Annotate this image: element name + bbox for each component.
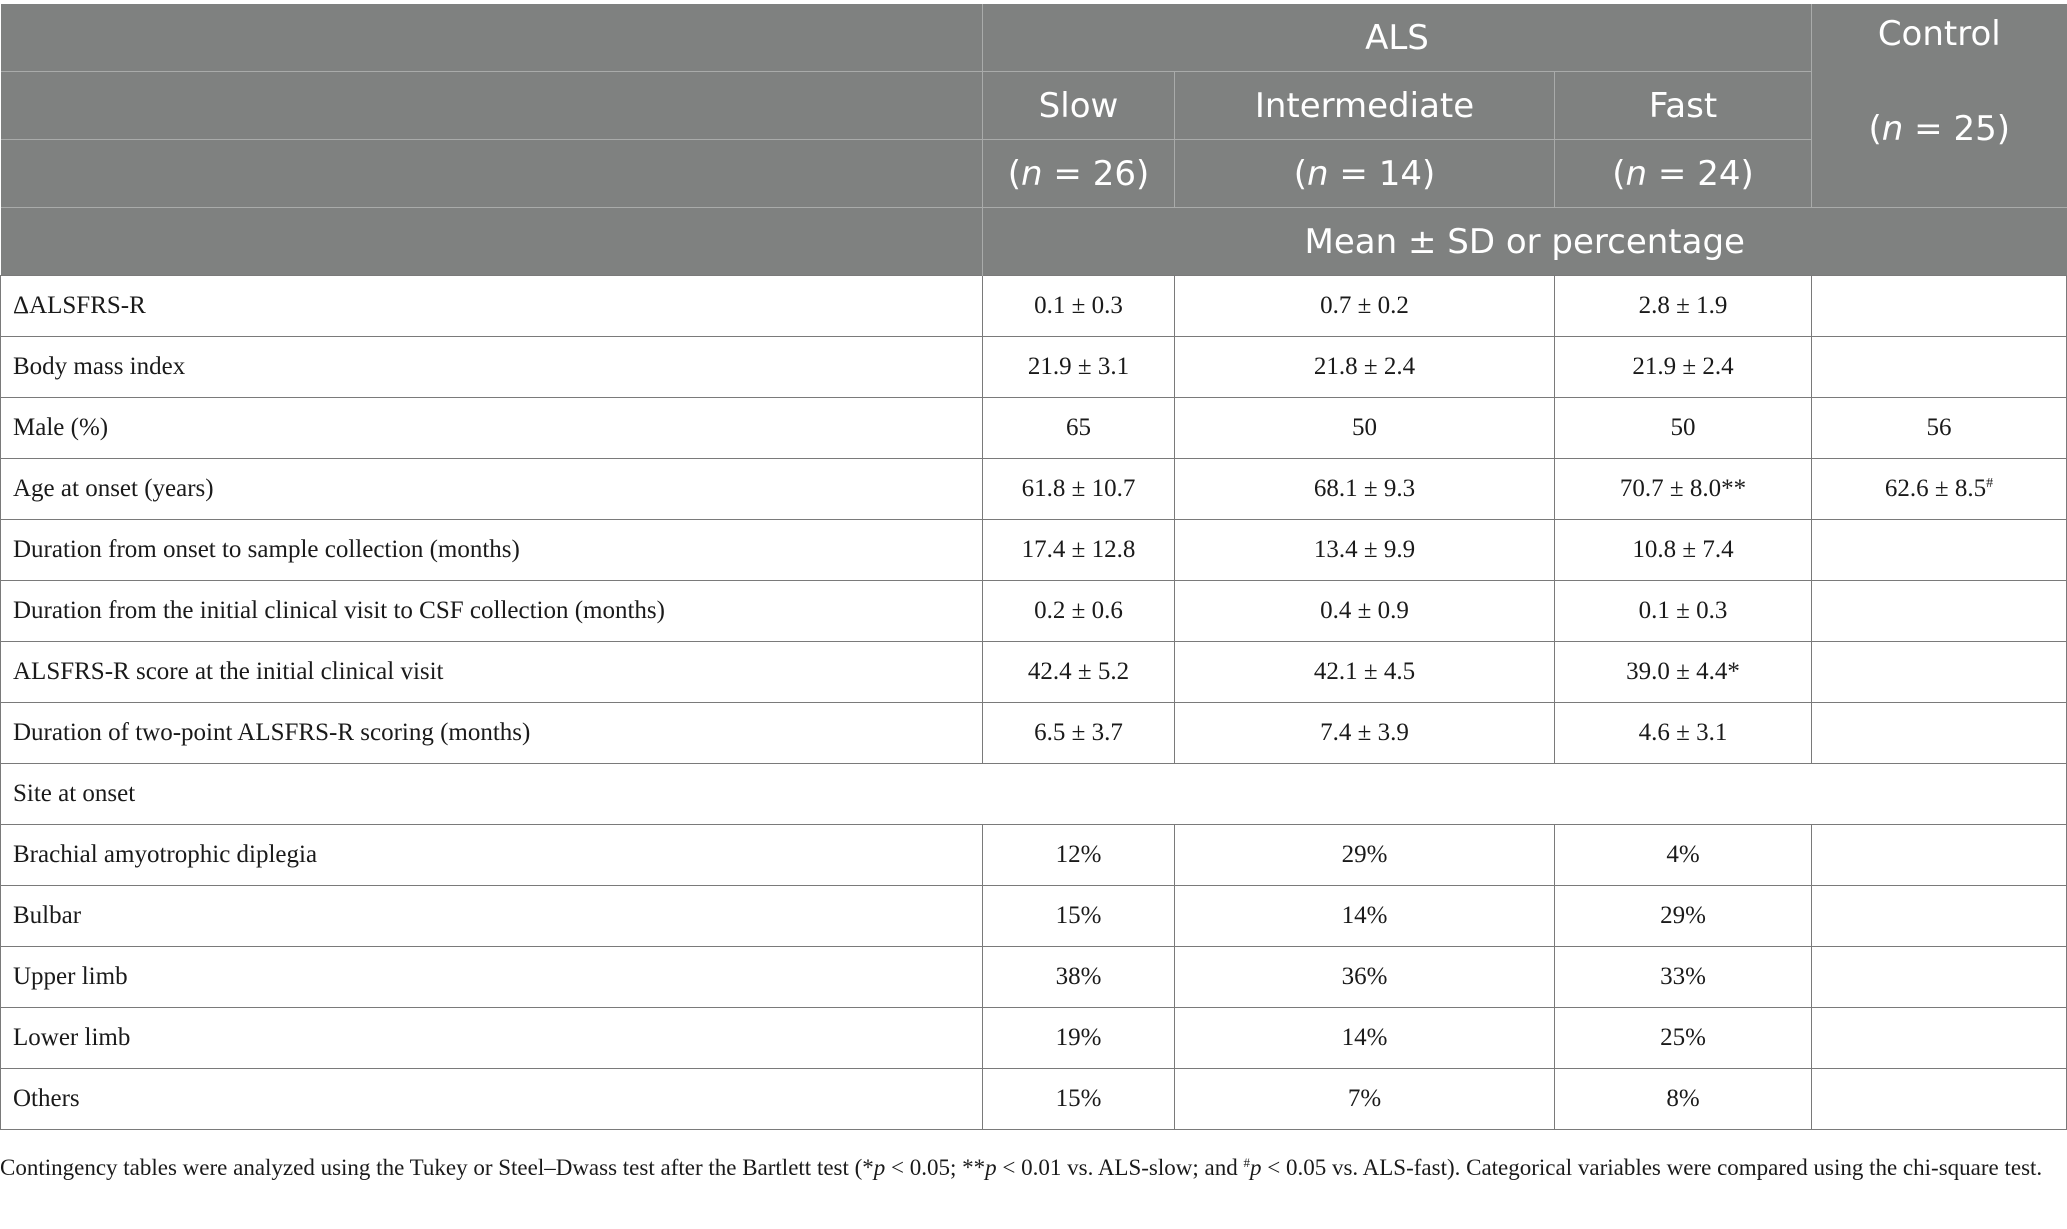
cell-fast: 0.1 ± 0.3: [1555, 581, 1812, 642]
cell-fast: 70.7 ± 8.0**: [1555, 459, 1812, 520]
cell-intermediate: 21.8 ± 2.4: [1175, 337, 1555, 398]
row-label: ΔALSFRS-R: [1, 276, 983, 337]
row-label: Others: [1, 1069, 983, 1130]
cell-intermediate: 0.7 ± 0.2: [1175, 276, 1555, 337]
header-slow: Slow: [983, 72, 1175, 140]
cell-intermediate: 68.1 ± 9.3: [1175, 459, 1555, 520]
cell-slow: 15%: [983, 1069, 1175, 1130]
cell-intermediate: 14%: [1175, 886, 1555, 947]
cell-fast: 39.0 ± 4.4*: [1555, 642, 1812, 703]
cell-control: [1812, 337, 2067, 398]
table-row: [1, 1069, 2067, 1130]
cell-slow: 17.4 ± 12.8: [983, 520, 1175, 581]
cell-control: [1812, 581, 2067, 642]
header-control-n: (n = 25): [1868, 109, 2010, 149]
cell-intermediate: 29%: [1175, 825, 1555, 886]
table-row: [1, 459, 2067, 520]
cell-fast: 50: [1555, 398, 1812, 459]
table-row: [1, 886, 2067, 947]
cell-slow: 42.4 ± 5.2: [983, 642, 1175, 703]
header-n-intermediate: (n = 14): [1175, 140, 1555, 208]
header-n-slow: (n = 26): [983, 140, 1175, 208]
header-row-stat: [1, 208, 2067, 276]
cell-control: [1812, 276, 2067, 337]
table-row: [1, 703, 2067, 764]
table-row: [1, 337, 2067, 398]
row-label: Duration of two-point ALSFRS-R scoring (months): [1, 703, 983, 764]
cell-slow: 65: [983, 398, 1175, 459]
header-control-label: Control: [1877, 14, 2001, 54]
cell-intermediate: 13.4 ± 9.9: [1175, 520, 1555, 581]
cell-control: [1812, 1008, 2067, 1069]
cell-control: [1812, 520, 2067, 581]
cell-fast: 29%: [1555, 886, 1812, 947]
table-row: [1, 398, 2067, 459]
table-header: [1, 4, 2067, 276]
cell-control: [1812, 825, 2067, 886]
table-row: [1, 642, 2067, 703]
header-stat-label: Mean ± SD or percentage: [983, 208, 2067, 276]
cell-slow: 61.8 ± 10.7: [983, 459, 1175, 520]
cell-fast: 10.8 ± 7.4: [1555, 520, 1812, 581]
table-row: [1, 1008, 2067, 1069]
row-label: Male (%): [1, 398, 983, 459]
header-empty-cell: [1, 208, 983, 276]
cell-slow: 21.9 ± 3.1: [983, 337, 1175, 398]
row-label: Body mass index: [1, 337, 983, 398]
cell-slow: 6.5 ± 3.7: [983, 703, 1175, 764]
row-label: ALSFRS-R score at the initial clinical visit: [1, 642, 983, 703]
cell-fast: 25%: [1555, 1008, 1812, 1069]
table-row: [1, 947, 2067, 1008]
header-fast: Fast: [1555, 72, 1812, 140]
row-label: Bulbar: [1, 886, 983, 947]
cell-control: 56: [1812, 398, 2067, 459]
header-row-group: [1, 4, 2067, 72]
cell-fast: 21.9 ± 2.4: [1555, 337, 1812, 398]
section-label: Site at onset: [1, 764, 2067, 825]
cell-control: [1812, 886, 2067, 947]
cell-control: [1812, 703, 2067, 764]
row-label: Age at onset (years): [1, 459, 983, 520]
header-empty-cell: [1, 4, 983, 72]
table-footnote: Contingency tables were analyzed using the Tukey or Steel–Dwass test after the Bartlett test (*p < 0.05; **p < 0.01 vs. ALS-slow; and #p < 0.05 vs. ALS-fast). Categorical variables were compared using the chi-square test.: [0, 1155, 2043, 1180]
characteristics-table: [0, 4, 2067, 1130]
row-label: Lower limb: [1, 1008, 983, 1069]
cell-intermediate: 0.4 ± 0.9: [1175, 581, 1555, 642]
cell-fast: 2.8 ± 1.9: [1555, 276, 1812, 337]
cell-control: [1812, 1069, 2067, 1130]
cell-fast: 8%: [1555, 1069, 1812, 1130]
header-row-n: [1, 140, 2067, 208]
table-row: [1, 764, 2067, 825]
cell-control: 62.6 ± 8.5#: [1812, 459, 2067, 520]
cell-slow: 38%: [983, 947, 1175, 1008]
table-row: [1, 581, 2067, 642]
row-label: Duration from the initial clinical visit to CSF collection (months): [1, 581, 983, 642]
cell-slow: 19%: [983, 1008, 1175, 1069]
row-label: Brachial amyotrophic diplegia: [1, 825, 983, 886]
cell-intermediate: 7%: [1175, 1069, 1555, 1130]
header-empty-cell: [1, 72, 983, 140]
cell-intermediate: 42.1 ± 4.5: [1175, 642, 1555, 703]
header-intermediate: Intermediate: [1175, 72, 1555, 140]
header-control: [1812, 4, 2067, 208]
cell-intermediate: 7.4 ± 3.9: [1175, 703, 1555, 764]
cell-control: [1812, 947, 2067, 1008]
row-label: Upper limb: [1, 947, 983, 1008]
header-n-fast: (n = 24): [1555, 140, 1812, 208]
table-row: [1, 825, 2067, 886]
table-body: [1, 276, 2067, 1130]
table-row: [1, 520, 2067, 581]
cell-slow: 0.1 ± 0.3: [983, 276, 1175, 337]
cell-fast: 4%: [1555, 825, 1812, 886]
cell-intermediate: 50: [1175, 398, 1555, 459]
table-row: [1, 276, 2067, 337]
cell-fast: 33%: [1555, 947, 1812, 1008]
row-label: Duration from onset to sample collection (months): [1, 520, 983, 581]
cell-intermediate: 36%: [1175, 947, 1555, 1008]
cell-slow: 0.2 ± 0.6: [983, 581, 1175, 642]
cell-slow: 15%: [983, 886, 1175, 947]
cell-intermediate: 14%: [1175, 1008, 1555, 1069]
header-row-subgroups: [1, 72, 2067, 140]
header-empty-cell: [1, 140, 983, 208]
cell-slow: 12%: [983, 825, 1175, 886]
header-als: ALS: [983, 4, 1812, 72]
cell-fast: 4.6 ± 3.1: [1555, 703, 1812, 764]
cell-control: [1812, 642, 2067, 703]
